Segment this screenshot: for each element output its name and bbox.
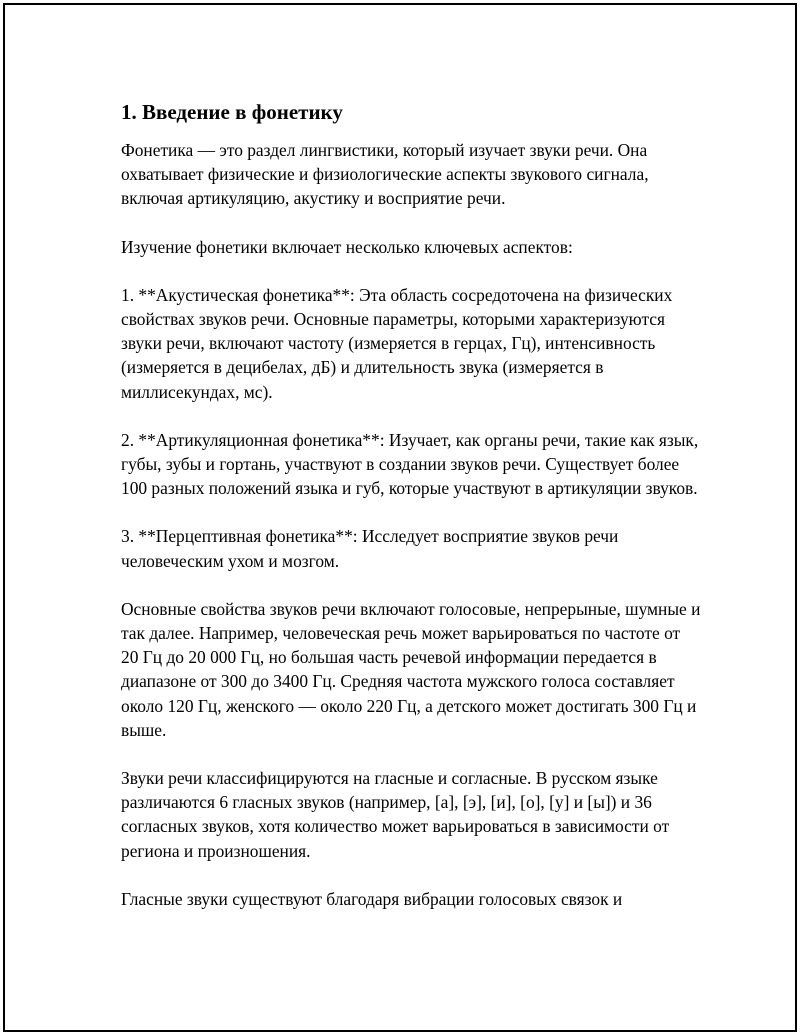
document-body xyxy=(121,98,701,935)
paragraph-speech-properties: Основные свойства звуков речи включают голосовые, непрерыные, шумные и так далее. Например, человеческая речь может варьироваться по частоте от 20 Гц до 20 000 Гц, но большая часть речевой информации передается в диапазоне от 300 до 3400 Гц. Средняя частота мужского голоса составляет около 120 Гц, женского — около 220 Гц, а детского может достигать 300 Гц и выше. xyxy=(121,598,701,740)
paragraph-articulatory-phonetics: 2. **Артикуляционная фонетика**: Изучает, как органы речи, такие как язык, губы, зубы и гортань, участвуют в создании звуков речи. Существует более 100 разных положений языка и губ, которые участвуют в артикуляции звуков. xyxy=(121,429,699,499)
paragraph-acoustic-phonetics: 1. **Акустическая фонетика**: Эта область сосредоточена на физических свойствах звуков речи. Основные параметры, которыми характеризуются звуки речи, включают частоту (измеряется в герцах, Гц), интенсивность (измеряется в децибелах, дБ) и длительность звука (измеряется в миллисекундах, мс). xyxy=(121,284,673,402)
paragraph-aspects-lead: Изучение фонетики включает несколько ключевых аспектов: xyxy=(121,236,573,257)
section-heading: 1. Введение в фонетику xyxy=(121,100,343,124)
paragraph-intro: Фонетика — это раздел лингвистики, который изучает звуки речи. Она охватывает физические и физиологические аспекты звукового сигнала, включая артикуляцию, акустику и восприятие речи. xyxy=(121,140,649,209)
paragraph-vowels-truncated: Гласные звуки существуют благодаря вибрации голосовых связок и xyxy=(121,888,623,909)
paragraph-perceptual-phonetics: 3. **Перцептивная фонетика**: Исследует восприятие звуков речи человеческим ухом и мозгом. xyxy=(121,526,619,571)
paragraph-sound-classification: Звуки речи классифицируются на гласные и согласные. В русском языке различаются 6 гласных звуков (например, [а], [э], [и], [о], [у] и [ы]) и 36 согласных звуков, хотя количество может варьироваться в зависимости от региона и произношения. xyxy=(121,768,670,861)
page-frame xyxy=(3,3,797,1032)
